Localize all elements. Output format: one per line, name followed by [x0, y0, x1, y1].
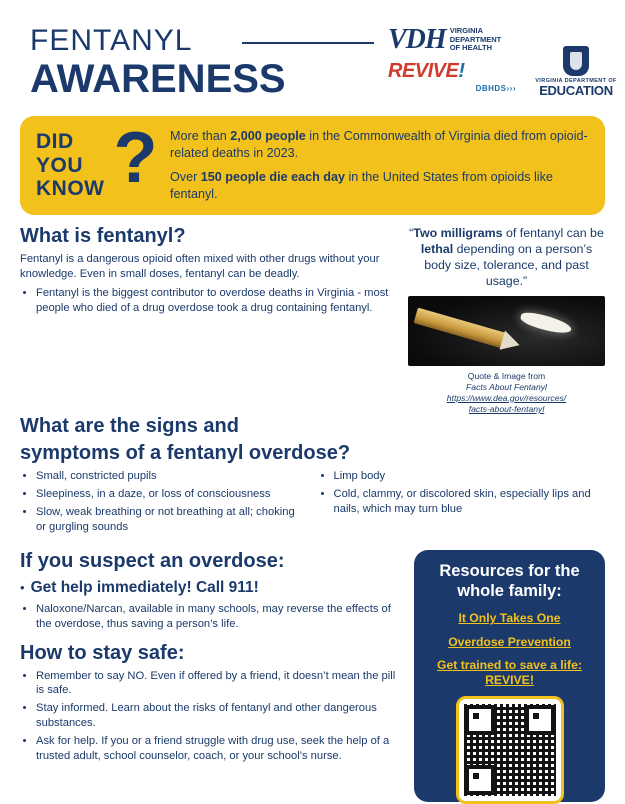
signs-heading-line1: What are the signs and — [20, 415, 239, 438]
resource-link-it-only-takes-one[interactable]: It Only Takes One — [458, 611, 561, 626]
list-item: • Cold, clammy, or discolored skin, especially lips and nails, which may turn blue — [334, 487, 606, 517]
list-item: • Fentanyl is the biggest contributor to overdose deaths in Virginia - most people who died of a drug overdose took a drug containing fentanyl. — [36, 286, 398, 316]
banner-stat-1 — [170, 128, 589, 162]
signs-heading-line2: symptoms of a fentanyl overdose? — [20, 442, 351, 465]
stat2-post: in the United States from opioids like fentanyl. — [170, 170, 553, 201]
credit-link-line-2[interactable]: facts-about-fentanyl — [468, 404, 545, 415]
resource-link-get-trained-revive[interactable]: Get trained to save a life: REVIVE! — [437, 657, 582, 688]
signs-column-2 — [318, 469, 606, 538]
vdh-word-line1: VIRGINIA — [449, 26, 484, 36]
call-911-text: Get help immediately! Call 911! — [30, 578, 259, 596]
stat2-pre: Over — [170, 170, 201, 184]
list-item: • Limp body — [334, 469, 606, 484]
page-title-line2: AWARENESS — [30, 57, 286, 101]
stay-safe-bullets — [20, 669, 402, 764]
main-content — [20, 225, 605, 802]
fentanyl-quote — [408, 225, 605, 290]
fentanyl-pencil-photo — [408, 296, 605, 366]
list-item: • Sleepiness, in a daze, or loss of consciousness — [36, 487, 308, 502]
page-title-line1: FENTANYL — [30, 24, 193, 57]
list-item: • Small, constricted pupils — [36, 469, 308, 484]
what-is-fentanyl-paragraph: Fentanyl is a dangerous opioid often mixed with other drugs without your knowledge. Even in small doses, fentanyl can be deadly. — [20, 253, 380, 280]
suspect-overdose-heading: If you suspect an overdose: — [20, 549, 285, 572]
bottom-left-column — [20, 550, 402, 802]
stat2-bold: 150 people die each day — [200, 170, 345, 184]
resource-link-overdose-prevention[interactable]: Overdose Prevention — [448, 634, 571, 649]
qr-finder-top-left — [465, 705, 495, 735]
doe-logo — [528, 46, 624, 97]
credit-link-line-1[interactable]: https://www.dea.gov/resources/ — [446, 392, 567, 403]
dyk-you: YOU — [36, 153, 84, 177]
qr-finder-bottom-left — [465, 765, 495, 795]
stay-safe-heading: How to stay safe: — [20, 641, 185, 664]
what-is-fentanyl-section — [20, 225, 398, 415]
resources-panel — [414, 550, 605, 802]
vdh-wordmark — [450, 27, 502, 53]
doe-small-label: VIRGINIA DEPARTMENT OF — [535, 78, 617, 84]
fentanyl-powder-shape — [519, 309, 573, 335]
list-item: • Naloxone/Narcan, available in many schools, may reverse the effects of the overdose, thus saving a person’s life. — [36, 602, 402, 632]
signs-column-1 — [20, 469, 308, 538]
resources-title-line2: whole family: — [457, 581, 562, 600]
stat1-pre: More than — [170, 129, 231, 143]
vdh-letters: VDH — [388, 24, 446, 55]
quote-and-image-block — [408, 225, 605, 415]
vdh-logo — [388, 24, 516, 93]
quote-open: “ — [409, 226, 414, 240]
how-to-stay-safe-section — [20, 642, 402, 764]
dbhds-label: DBHDS››› — [475, 84, 516, 93]
quote-bold-two-milligrams: Two milligrams — [413, 226, 503, 240]
resources-title — [424, 562, 595, 602]
qr-finder-top-right — [525, 705, 555, 735]
list-item: • Ask for help. If you or a friend struggle with drug use, seek the help of a trusted adult, school counselor, coach, or your school’s nurse. — [36, 734, 402, 764]
credit-line-2: Facts About Fentanyl — [466, 381, 547, 392]
what-is-fentanyl-heading: What is fentanyl? — [20, 225, 186, 247]
stat1-post: in the Commonwealth of Virginia died from opioid-related deaths in 2023. — [170, 129, 588, 160]
did-you-know-banner — [20, 116, 605, 215]
vdh-word-line3: OF HEALTH — [449, 43, 493, 53]
quote-mid: of fentanyl can be — [502, 226, 604, 240]
page-header — [20, 18, 617, 110]
banner-stat-2 — [170, 169, 589, 203]
revive-exclamation: ! — [458, 60, 466, 82]
quote-bold-lethal: lethal — [420, 242, 454, 257]
signs-columns — [20, 469, 605, 538]
revive-label: REVIVE — [388, 60, 459, 82]
list-item: • Stay informed. Learn about the risks of fentanyl and other dangerous substances. — [36, 701, 402, 731]
list-item: • Slow, weak breathing or not breathing at all; choking or gurgling sounds — [36, 505, 308, 535]
credit-line-1: Quote & Image from — [467, 370, 546, 381]
qr-code-icon[interactable] — [464, 704, 556, 796]
banner-statistics — [164, 128, 589, 203]
dyk-know: KNOW — [36, 177, 105, 201]
title-divider-rule — [242, 42, 374, 44]
bottom-two-column — [20, 550, 605, 802]
title-block — [30, 26, 286, 100]
vdh-logo-top — [388, 24, 516, 56]
revive-logo — [388, 60, 516, 83]
top-two-column — [20, 225, 605, 415]
resources-title-line1: Resources for the — [439, 561, 580, 580]
vdh-word-line2: DEPARTMENT — [449, 34, 502, 44]
question-mark-icon: ? — [113, 118, 158, 199]
signs-and-symptoms-section — [20, 415, 605, 538]
suspect-overdose-section — [20, 550, 402, 632]
image-credit — [408, 371, 605, 416]
bullet-dot-icon: • — [20, 579, 25, 595]
what-is-fentanyl-bullets — [20, 286, 398, 316]
doe-big-label: EDUCATION — [539, 83, 613, 98]
pencil-shape — [414, 307, 507, 348]
suspect-overdose-bullets — [20, 602, 402, 632]
virginia-seal-icon — [563, 46, 589, 76]
qr-code-frame[interactable] — [456, 696, 564, 804]
list-item: • Remember to say NO. Even if offered by a friend, it doesn’t mean the pill is safe. — [36, 669, 402, 699]
stat1-bold: 2,000 people — [230, 129, 306, 143]
call-911-callout — [20, 577, 402, 600]
dyk-did: DID — [36, 130, 74, 154]
did-you-know-label — [36, 118, 164, 201]
quote-rest: depending on a person’s body size, tolerance, and past usage.” — [424, 242, 593, 289]
